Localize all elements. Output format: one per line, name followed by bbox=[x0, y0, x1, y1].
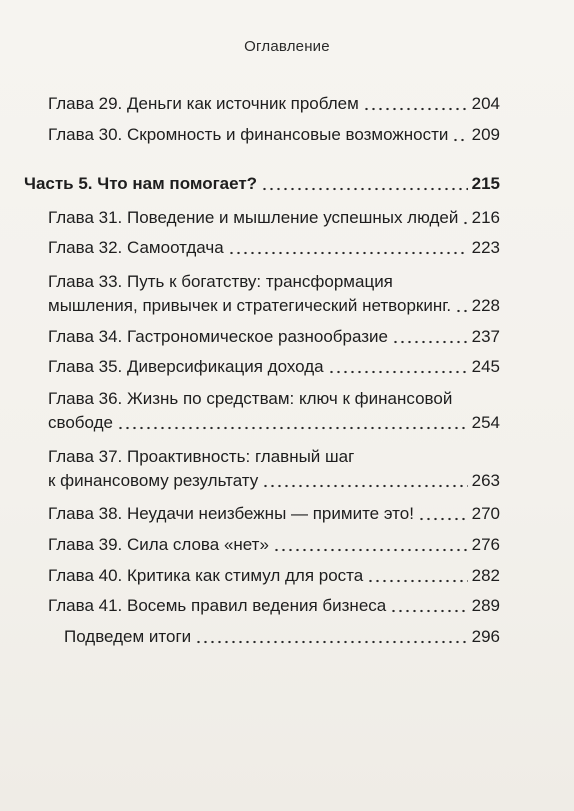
toc-entry-ch29 bbox=[48, 92, 500, 116]
leader-dots bbox=[390, 609, 467, 613]
toc-entry-title: Глава 31. Поведение и мышление успешных людей bbox=[48, 208, 459, 227]
toc-entry-page: 270 bbox=[471, 504, 500, 523]
toc-entry-ch40 bbox=[48, 564, 500, 588]
leader-dots bbox=[273, 548, 468, 552]
toc-entry-ch37 bbox=[48, 445, 500, 493]
toc-entry-ch34 bbox=[48, 325, 500, 349]
toc-entry-page: 237 bbox=[471, 327, 500, 346]
toc-entry-summary bbox=[64, 625, 500, 649]
leader-dots bbox=[392, 340, 468, 344]
toc-entry-page: 223 bbox=[471, 238, 500, 257]
leader-dots bbox=[228, 251, 468, 255]
leader-dots bbox=[462, 221, 467, 225]
toc-entry-page: 209 bbox=[471, 125, 500, 144]
toc-entry-ch33 bbox=[48, 270, 500, 318]
toc-entry-page: 204 bbox=[471, 94, 500, 113]
toc-entry-ch38 bbox=[48, 502, 500, 526]
toc-entry-part5 bbox=[24, 172, 500, 196]
toc-entry-title-line1: Глава 33. Путь к богатству: трансформация bbox=[48, 272, 393, 291]
toc-entry-title: Глава 30. Скромность и финансовые возможности bbox=[48, 125, 449, 144]
toc-entry-title: Подведем итоги bbox=[64, 627, 192, 646]
toc-entry-title: Глава 32. Самоотдача bbox=[48, 238, 224, 257]
toc-entry-page: 296 bbox=[471, 627, 500, 646]
toc-entry-page: 263 bbox=[471, 471, 500, 490]
leader-dots bbox=[328, 370, 468, 374]
toc-entry-page: 282 bbox=[471, 566, 500, 585]
toc-entry-ch41 bbox=[48, 594, 500, 618]
leader-dots bbox=[195, 640, 467, 644]
toc-entry-title-line1: Глава 37. Проактивность: главный шаг bbox=[48, 447, 355, 466]
leader-dots bbox=[363, 107, 468, 111]
leader-dots bbox=[261, 187, 468, 191]
toc-entry-title: Глава 41. Восемь правил ведения бизнеса bbox=[48, 596, 387, 615]
toc-entry-ch35 bbox=[48, 355, 500, 379]
leader-dots bbox=[117, 426, 468, 430]
toc-entry-ch32 bbox=[48, 236, 500, 260]
toc-part-title: Часть 5. Что нам помогает? bbox=[24, 174, 258, 193]
toc-entry-title: Глава 34. Гастрономическое разнообразие bbox=[48, 327, 389, 346]
toc-entry-title: мышления, привычек и стратегический нетворкинг. bbox=[48, 296, 452, 315]
leader-dots bbox=[367, 579, 467, 583]
page-header: Оглавление bbox=[244, 38, 330, 55]
toc-entry-title-line1: Глава 36. Жизнь по средствам: ключ к финансовой bbox=[48, 389, 453, 408]
toc-entry-ch30 bbox=[48, 123, 500, 147]
toc-entry-page: 215 bbox=[471, 174, 500, 193]
toc-entry-page: 276 bbox=[471, 535, 500, 554]
toc-entry-ch31 bbox=[48, 206, 500, 230]
toc-entry-page: 254 bbox=[471, 413, 500, 432]
toc-entry-page: 289 bbox=[471, 596, 500, 615]
toc-entry-title: Глава 35. Диверсификация дохода bbox=[48, 357, 324, 376]
toc-entry-title: к финансовому результату bbox=[48, 471, 259, 490]
toc-entry-title: Глава 29. Деньги как источник проблем bbox=[48, 94, 359, 113]
toc-entry-page: 216 bbox=[471, 208, 500, 227]
toc-entry-title: Глава 40. Критика как стимул для роста bbox=[48, 566, 364, 585]
toc-entry-page: 228 bbox=[471, 296, 500, 315]
toc-entry-ch39 bbox=[48, 533, 500, 557]
leader-dots bbox=[452, 138, 467, 142]
toc-entry-ch36 bbox=[48, 387, 500, 435]
toc-entry-title: Глава 38. Неудачи неизбежны — примите это! bbox=[48, 504, 414, 523]
toc-entry-title: Глава 39. Сила слова «нет» bbox=[48, 535, 269, 554]
leader-dots bbox=[418, 517, 468, 521]
toc-entry-page: 245 bbox=[471, 357, 500, 376]
toc-entry-title: свободе bbox=[48, 413, 113, 432]
leader-dots bbox=[455, 309, 468, 313]
leader-dots bbox=[262, 484, 467, 488]
